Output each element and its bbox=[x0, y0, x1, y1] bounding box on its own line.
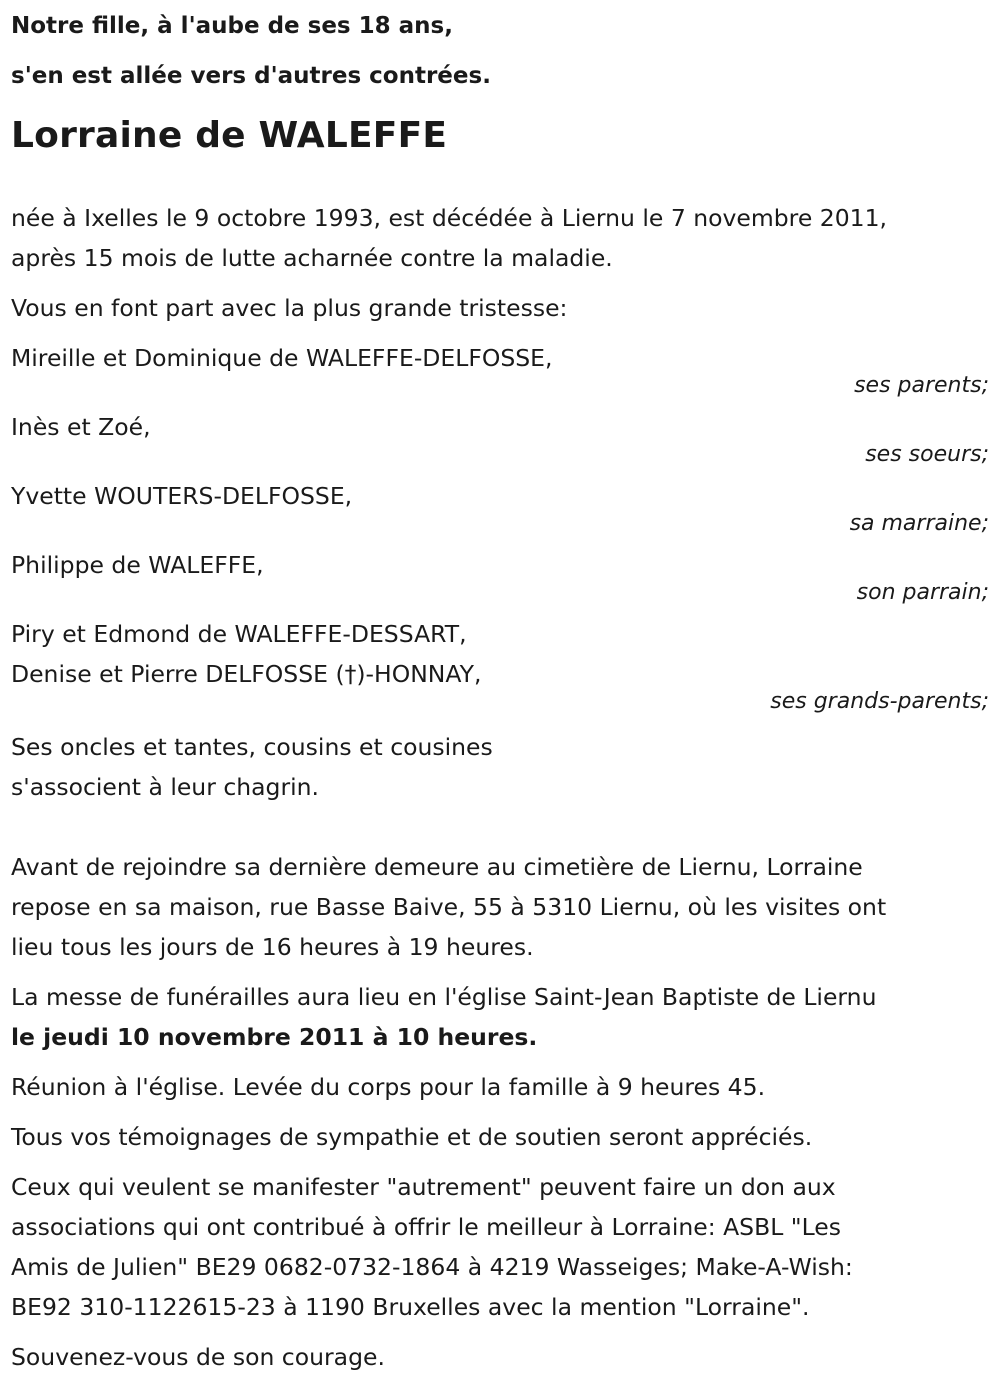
text-line: Ceux qui veulent se manifester "autrement" peuvent faire un don aux bbox=[11, 1173, 836, 1201]
intro-line: Notre fille, à l'aube de ses 18 ans, bbox=[11, 13, 453, 39]
family-names: Denise et Pierre DELFOSSE (†)-HONNAY, bbox=[11, 660, 482, 688]
obituary-notice bbox=[11, 0, 991, 1377]
donation-text bbox=[11, 1167, 991, 1327]
meeting-text: Réunion à l'église. Levée du corps pour la famille à 9 heures 45. bbox=[11, 1073, 766, 1101]
family-entry bbox=[11, 614, 991, 715]
deceased-name: Lorraine de WALEFFE bbox=[11, 115, 448, 156]
family-names: Philippe de WALEFFE, bbox=[11, 551, 264, 579]
text-line: lieu tous les jours de 16 heures à 19 heures. bbox=[11, 933, 534, 961]
sympathy-text: Tous vos témoignages de sympathie et de soutien seront appréciés. bbox=[11, 1123, 813, 1151]
family-entry bbox=[11, 476, 991, 537]
family-names: Inès et Zoé, bbox=[11, 413, 151, 441]
family-relation: ses grands-parents; bbox=[770, 689, 989, 714]
text-line: associations qui ont contribué à offrir le meilleur à Lorraine: ASBL "Les bbox=[11, 1213, 841, 1241]
family-names: Piry et Edmond de WALEFFE-DESSART, bbox=[11, 620, 467, 648]
text-line: La messe de funérailles aura lieu en l'église Saint-Jean Baptiste de Liernu bbox=[11, 983, 877, 1011]
text-line: Avant de rejoindre sa dernière demeure au cimetière de Liernu, Lorraine bbox=[11, 853, 863, 881]
closing-text: Souvenez-vous de son courage. bbox=[11, 1343, 385, 1371]
text-line: Ses oncles et tantes, cousins et cousines bbox=[11, 733, 493, 761]
family-relation: ses parents; bbox=[854, 373, 989, 398]
text-line bbox=[11, 1017, 991, 1057]
family-relation: ses soeurs; bbox=[865, 442, 989, 467]
announce-text: Vous en font part avec la plus grande tristesse: bbox=[11, 294, 568, 322]
birth-death-text bbox=[11, 198, 991, 278]
text-line: Amis de Julien" BE29 0682-0732-1864 à 4219 Wasseiges; Make-A-Wish: bbox=[11, 1253, 853, 1281]
mass-text bbox=[11, 977, 991, 1057]
text-line: née à Ixelles le 9 octobre 1993, est décédée à Liernu le 7 novembre 2011, bbox=[11, 204, 888, 232]
family-names: Yvette WOUTERS-DELFOSSE, bbox=[11, 482, 353, 510]
family-relation: sa marraine; bbox=[849, 511, 989, 536]
text-line: BE92 310-1122615-23 à 1190 Bruxelles avec la mention "Lorraine". bbox=[11, 1293, 810, 1321]
mass-date: le jeudi 10 novembre 2011 à 10 heures. bbox=[11, 1023, 538, 1051]
family-names: Mireille et Dominique de WALEFFE-DELFOSSE, bbox=[11, 344, 553, 372]
family-entry bbox=[11, 338, 991, 399]
text-line: repose en sa maison, rue Basse Baive, 55 à 5310 Liernu, où les visites ont bbox=[11, 893, 887, 921]
intro-text bbox=[11, 2, 991, 100]
family-entry bbox=[11, 545, 991, 606]
intro-line: s'en est allée vers d'autres contrées. bbox=[11, 63, 491, 89]
family-relation: son parrain; bbox=[856, 580, 989, 605]
relatives-text bbox=[11, 727, 991, 807]
family-entry bbox=[11, 407, 991, 468]
text-line: s'associent à leur chagrin. bbox=[11, 773, 320, 801]
rest-text bbox=[11, 847, 991, 967]
text-line: après 15 mois de lutte acharnée contre la maladie. bbox=[11, 244, 613, 272]
